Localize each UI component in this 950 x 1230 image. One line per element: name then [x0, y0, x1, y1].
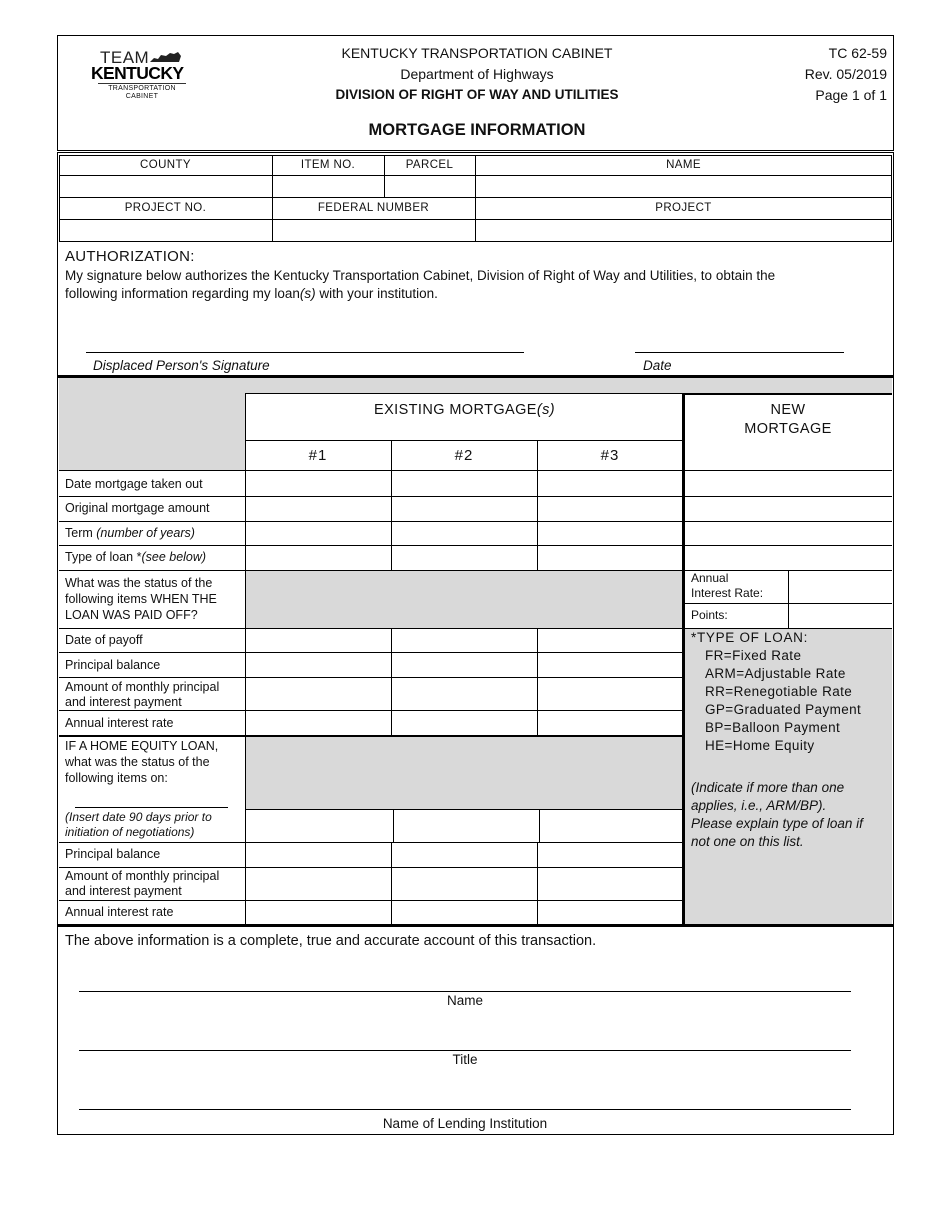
agency-name: KENTUCKY TRANSPORTATION CABINET: [341, 45, 613, 61]
row-type-text: Type of loan *: [65, 550, 142, 564]
signature-label: Displaced Person's Signature: [93, 358, 270, 373]
authorization-text-2b: (s): [299, 286, 316, 301]
loan-type-note-2: applies, i.e., ARM/BP).: [691, 798, 827, 813]
loan-type-bp: BP=Balloon Payment: [705, 720, 841, 735]
authorization-text-2c: with your institution.: [315, 286, 438, 301]
annual-interest-rate-label-1: Annual: [691, 571, 729, 585]
lender-title-label: Title: [452, 1052, 478, 1067]
loan-type-note-4: not one on this list.: [691, 834, 804, 849]
home-equity-label-2: what was the status of the: [65, 755, 210, 769]
project-label: PROJECT: [655, 202, 712, 214]
he-annual-rate-label: Annual interest rate: [65, 905, 174, 919]
form-number: TC 62-59: [828, 45, 887, 61]
loan-type-fr: FR=Fixed Rate: [705, 648, 802, 663]
row-term-hint: (number of years): [96, 526, 195, 540]
certification-statement: The above information is a complete, true and accurate account of this transaction.: [65, 933, 597, 949]
col-2-label: #2: [454, 447, 474, 464]
row-date-payoff-label: Date of payoff: [65, 633, 143, 647]
annual-interest-rate-label-2: Interest Rate:: [691, 586, 764, 600]
federal-number-label: FEDERAL NUMBER: [317, 202, 430, 214]
row-term-text: Term: [65, 526, 97, 540]
status-question-1: What was the status of the: [65, 576, 213, 590]
loan-type-rr: RR=Renegotiable Rate: [705, 684, 853, 699]
he-monthly-label-2: and interest payment: [65, 884, 182, 898]
row-original-amount-label: Original mortgage amount: [65, 501, 210, 515]
row-monthly-label-1: Amount of monthly principal: [65, 680, 220, 694]
parcel-field[interactable]: [385, 176, 474, 196]
row-date-taken-label: Date mortgage taken out: [65, 477, 203, 491]
county-field[interactable]: [60, 176, 271, 196]
home-equity-label-3: following items on:: [65, 771, 168, 785]
row-monthly-label-2: and interest payment: [65, 695, 182, 709]
new-mortgage-label-1: NEW: [770, 402, 806, 418]
name-label: NAME: [666, 159, 701, 171]
division-name: DIVISION OF RIGHT OF WAY AND UTILITIES: [335, 87, 619, 102]
col-1-label: #1: [308, 447, 328, 464]
existing-mortgage-label: [245, 402, 684, 419]
loan-type-note-3: Please explain type of loan if: [691, 816, 863, 831]
project-no-field[interactable]: [60, 220, 271, 241]
row-principal-label: Principal balance: [65, 658, 161, 672]
loan-type-note-1: (Indicate if more than one: [691, 780, 845, 795]
existing-mortgage-text: EXISTING MORTGAGE: [374, 402, 537, 418]
page-number: Page 1 of 1: [815, 87, 887, 103]
logo-kentucky-text: KENTUCKY: [91, 63, 184, 83]
mortgage-grid-header-fill: [59, 378, 892, 394]
row-type-hint: (see below): [141, 550, 207, 564]
loan-type-heading: *TYPE OF LOAN:: [691, 630, 809, 645]
federal-number-field[interactable]: [273, 220, 474, 241]
lender-name-label: Name: [446, 993, 483, 1008]
logo-team-text: TEAM: [100, 48, 150, 67]
loan-type-arm: ARM=Adjustable Rate: [705, 666, 846, 681]
new-mortgage-label-2: MORTGAGE: [744, 421, 832, 437]
status-question-3: LOAN WAS PAID OFF?: [65, 608, 198, 622]
loan-type-gp: GP=Graduated Payment: [705, 702, 862, 717]
date-line[interactable]: [635, 352, 844, 353]
parcel-label: PARCEL: [405, 159, 454, 171]
loan-type-he: HE=Home Equity: [705, 738, 815, 753]
row-annual-rate-label: Annual interest rate: [65, 716, 174, 730]
row-type-label: [65, 550, 206, 564]
points-label: Points:: [691, 608, 728, 622]
kentucky-state-icon: [148, 50, 182, 64]
lending-institution-line[interactable]: [79, 1109, 851, 1110]
team-kentucky-logo: [90, 48, 200, 103]
label-column-header-fill: [59, 394, 245, 470]
logo-sub-text-1: TRANSPORTATION: [108, 85, 176, 92]
row-term-label: [65, 526, 195, 540]
he-monthly-label-1: Amount of monthly principal: [65, 869, 220, 883]
status-question-2: following items WHEN THE: [65, 592, 217, 606]
department-name: Department of Highways: [400, 66, 554, 82]
project-no-label: PROJECT NO.: [124, 202, 207, 214]
home-equity-gray-area: [245, 737, 682, 809]
insert-date-note-1: (Insert date 90 days prior to: [65, 810, 212, 824]
logo-sub-text-2: CABINET: [125, 93, 159, 100]
item-no-field[interactable]: [273, 176, 383, 196]
annual-interest-rate-field[interactable]: [789, 571, 892, 603]
authorization-heading: AUTHORIZATION:: [65, 248, 195, 265]
signature-line[interactable]: [86, 352, 524, 353]
lender-name-line[interactable]: [79, 991, 851, 992]
logo-underline: [98, 83, 186, 84]
project-field[interactable]: [476, 220, 891, 241]
paid-off-gray-area: [245, 571, 682, 628]
lender-title-line[interactable]: [79, 1050, 851, 1051]
form-revision: Rev. 05/2019: [804, 66, 887, 82]
he-principal-label: Principal balance: [65, 847, 161, 861]
form-title: MORTGAGE INFORMATION: [368, 121, 586, 139]
points-field[interactable]: [789, 604, 892, 628]
lending-institution-label: Name of Lending Institution: [382, 1116, 548, 1131]
authorization-text-line1: My signature below authorizes the Kentucky Transportation Cabinet, Division of Right of Way and Utilities, to obtain the: [65, 268, 776, 283]
home-equity-label-1: IF A HOME EQUITY LOAN,: [65, 739, 219, 753]
authorization-text-2a: following information regarding my loan: [65, 286, 300, 301]
insert-date-note-2: initiation of negotiations): [65, 825, 195, 839]
col-3-label: #3: [600, 447, 620, 464]
county-label: COUNTY: [140, 159, 191, 171]
name-field[interactable]: [476, 176, 891, 196]
home-equity-date-line[interactable]: [75, 807, 228, 808]
authorization-text-line2: [65, 286, 438, 302]
existing-mortgage-suffix: (s): [536, 402, 555, 418]
item-no-label: ITEM NO.: [300, 159, 356, 171]
date-label: Date: [643, 358, 672, 373]
